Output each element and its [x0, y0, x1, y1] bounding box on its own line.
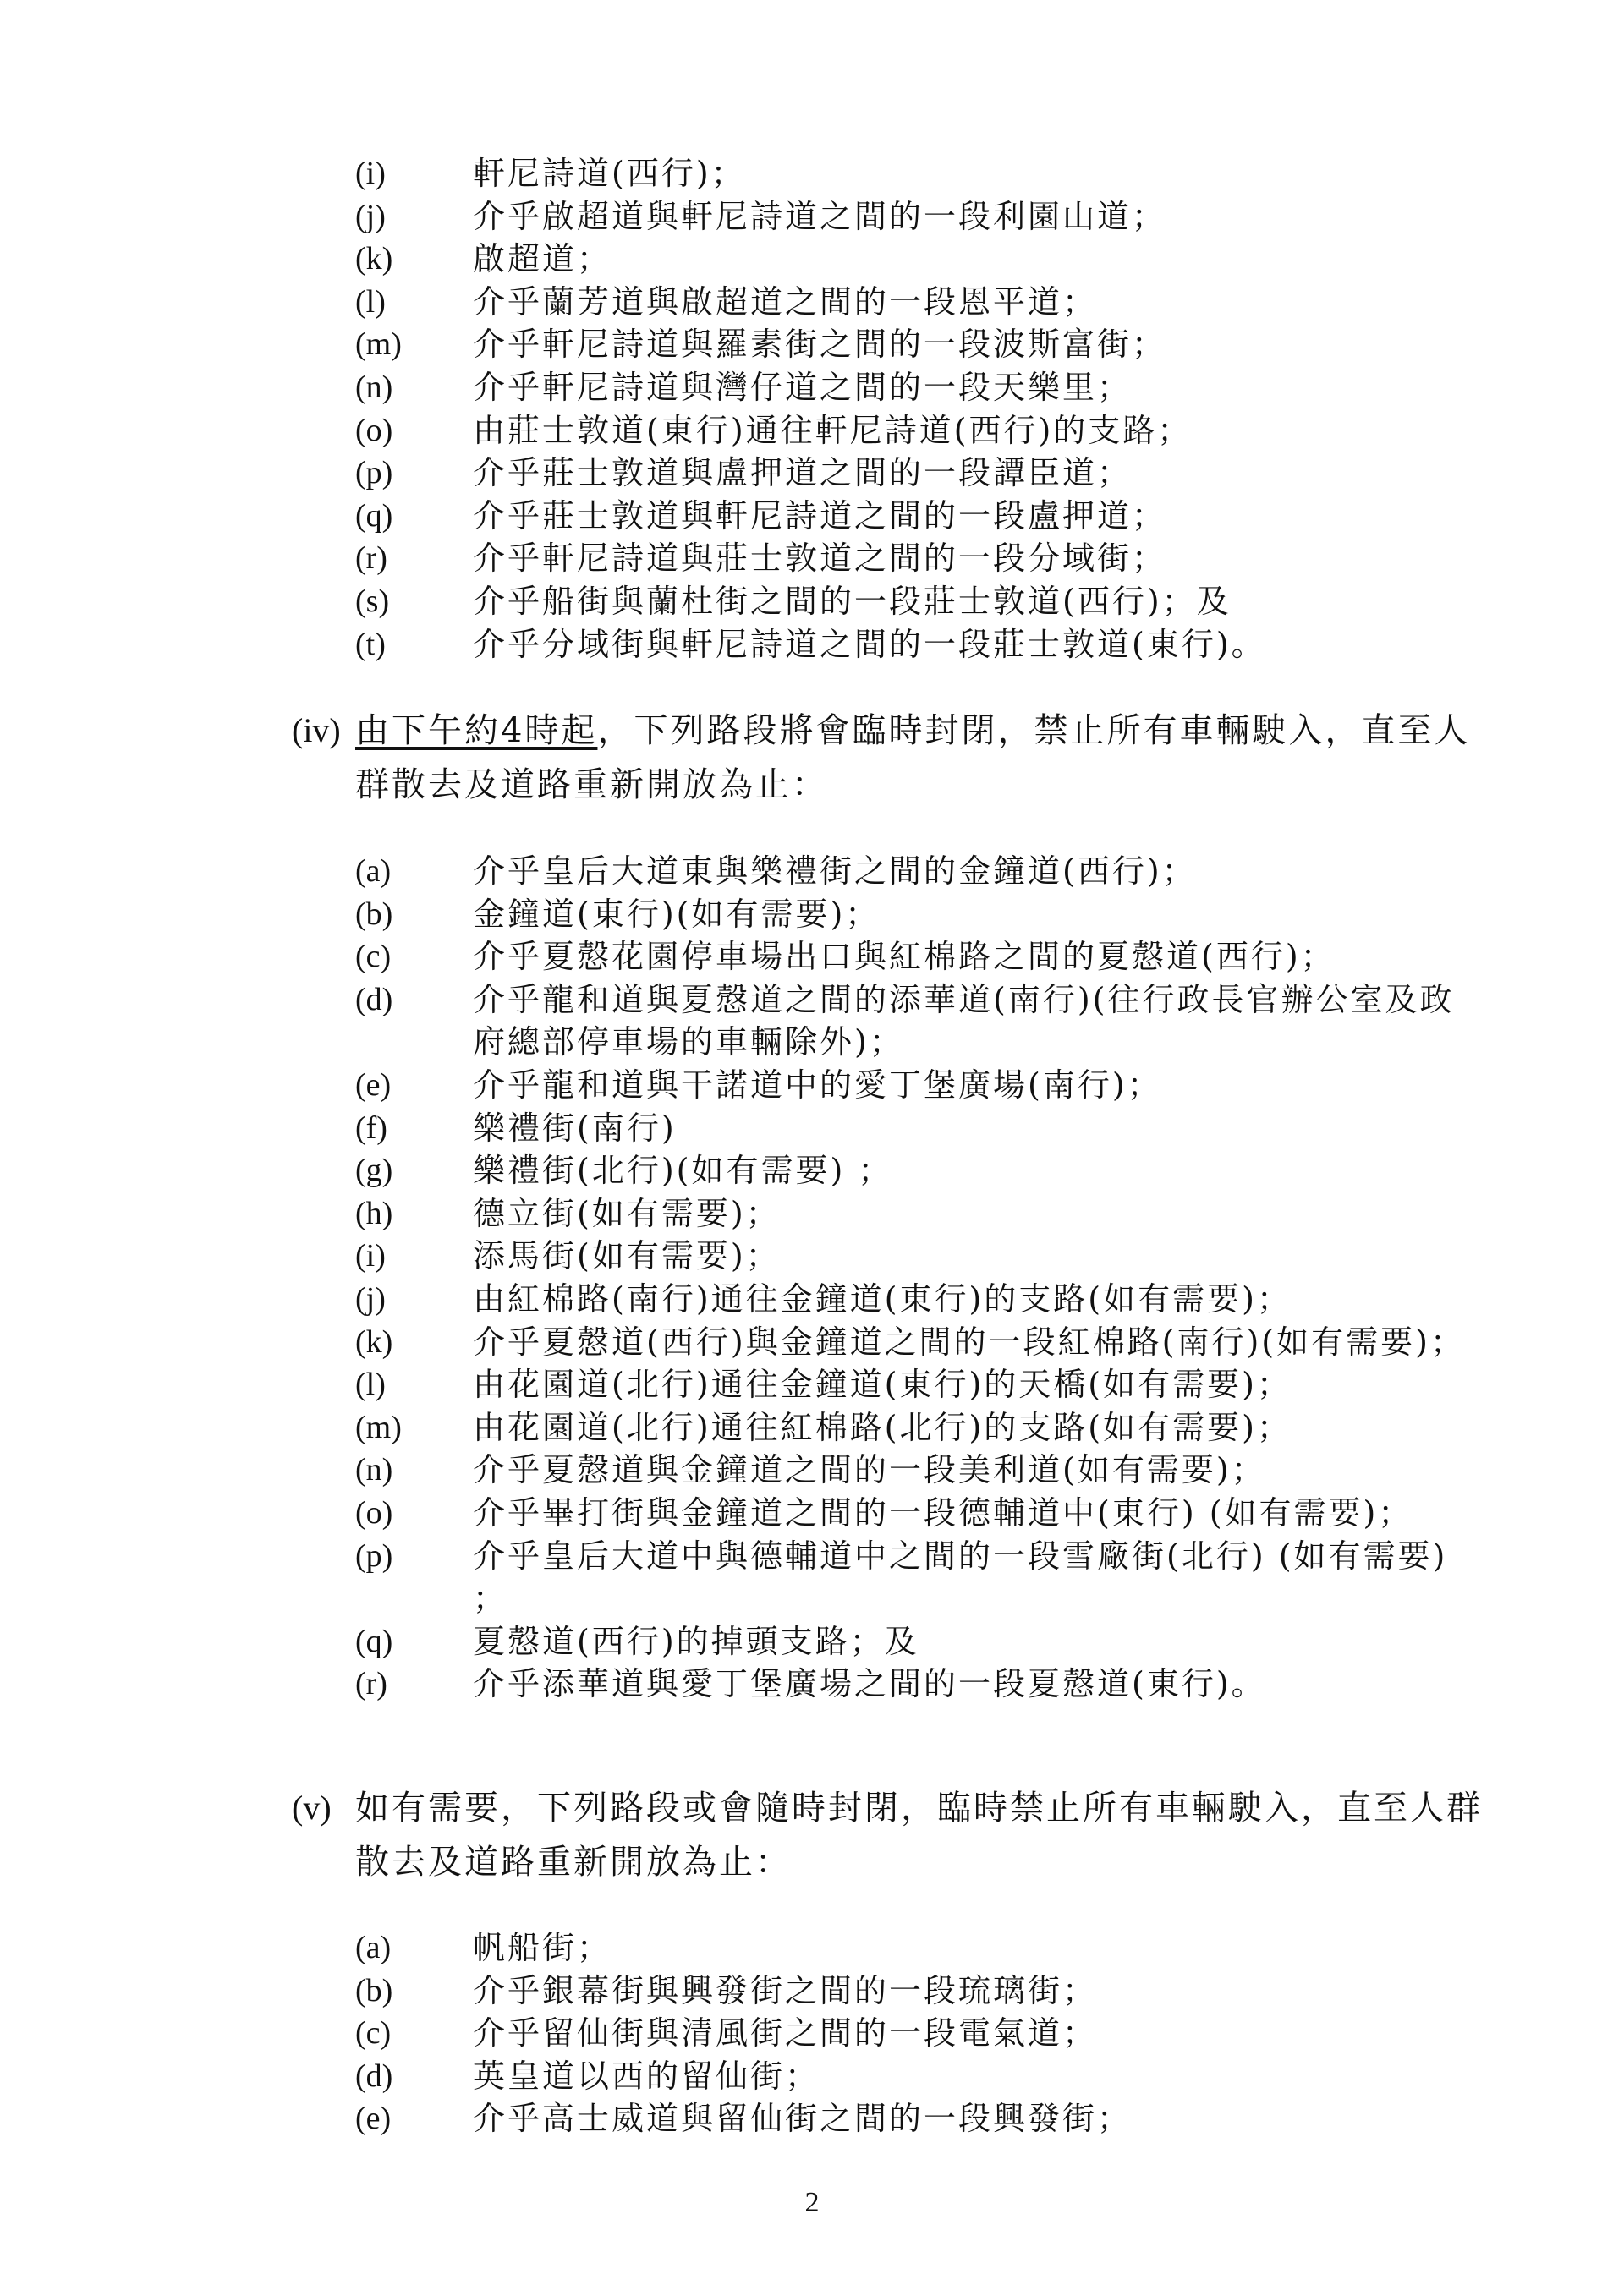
item-label: (e)	[355, 2101, 392, 2137]
item-label: (p)	[355, 455, 393, 491]
item-text: 介乎皇后大道中與德輔道中之間的一段雪廠街(北行) (如有需要) ；	[473, 1537, 1448, 1618]
list-item	[355, 452, 1489, 495]
list-item	[355, 195, 1489, 238]
list-item	[355, 623, 1489, 666]
list-item	[355, 537, 1489, 580]
section-iv-heading	[292, 704, 1493, 812]
list-item	[355, 850, 1489, 893]
list-item	[355, 978, 1489, 1064]
item-text: 介乎高士威道與留仙街之間的一段興發街；	[473, 2100, 1133, 2138]
item-label: (s)	[355, 583, 390, 619]
list-item	[355, 1492, 1489, 1535]
list-item	[355, 2097, 1489, 2140]
item-text: 介乎添華道與愛丁堡廣場之間的一段夏慤道(東行)。	[473, 1665, 1266, 1703]
list-item	[355, 1149, 1489, 1192]
list-item	[355, 1926, 1489, 1970]
page-number: 2	[804, 2187, 820, 2218]
item-text: 軒尼詩道(西行)；	[473, 155, 746, 192]
item-text: 樂禮街(南行)	[473, 1109, 677, 1147]
item-label: (j)	[355, 1280, 386, 1317]
item-text: 介乎留仙街與清風街之間的一段電氣道；	[473, 2014, 1098, 2052]
section-text: 如有需要，下列路段或會隨時封閉，臨時禁止所有車輛駛入，直至人群散去及道路重新開放為止：	[355, 1789, 1483, 1882]
underlined-time: 由下午約4時起	[355, 711, 598, 750]
item-label: (g)	[355, 1153, 393, 1189]
item-label: (q)	[355, 1623, 393, 1659]
item-text: 介乎龍和道與干諾道中的愛丁堡廣場(南行)；	[473, 1066, 1162, 1104]
item-label: (d)	[355, 981, 393, 1017]
list-item	[355, 281, 1489, 324]
list-item	[355, 1970, 1489, 2013]
list-item	[355, 1235, 1489, 1278]
list-item	[355, 323, 1489, 366]
item-label: (h)	[355, 1195, 393, 1231]
list-item	[355, 1107, 1489, 1150]
item-text: 介乎夏慤花園停車場出口與紅棉路之間的夏慤道(西行)；	[473, 938, 1336, 976]
item-label: (r)	[355, 540, 387, 577]
item-label: (n)	[355, 1452, 393, 1488]
item-label: (e)	[355, 1066, 392, 1103]
list-item	[355, 1449, 1489, 1492]
item-label: (a)	[355, 853, 392, 889]
item-text: 介乎軒尼詩道與灣仔道之間的一段天樂里；	[473, 368, 1133, 406]
section-v-list	[355, 1926, 1489, 2140]
item-label: (b)	[355, 1972, 393, 2008]
item-text: 由花園道(北行)通往紅棉路(北行)的支路(如有需要)；	[473, 1408, 1292, 1446]
item-label: (m)	[355, 1409, 402, 1445]
item-text: 德立街(如有需要)；	[473, 1194, 781, 1232]
item-label: (q)	[355, 497, 393, 534]
item-text: 介乎分域街與軒尼詩道之間的一段莊士敦道(東行)。	[473, 625, 1266, 663]
list-item	[355, 580, 1489, 623]
section-iv-list	[355, 850, 1489, 1706]
item-label: (o)	[355, 412, 393, 448]
list-item	[355, 1363, 1489, 1406]
list-item	[355, 2055, 1489, 2098]
list-item	[355, 1535, 1489, 1620]
item-text: 介乎龍和道與夏慤道之間的添華道(南行)(往行政長官辦公室及政府總部停車場的車輛除外)；	[473, 980, 1455, 1061]
item-label: (r)	[355, 1666, 387, 1702]
list-item	[355, 1663, 1489, 1706]
section-text-rest: ，下列路段將會臨時封閉，禁止所有車輛駛入，直至人群散去及道路重新開放為止：	[355, 711, 1471, 804]
item-text: 介乎莊士敦道與盧押道之間的一段譚臣道；	[473, 454, 1133, 492]
section-label: (iv)	[292, 711, 341, 749]
item-text: 介乎畢打街與金鐘道之間的一段德輔道中(東行) (如有需要)；	[473, 1493, 1413, 1532]
item-text: 介乎船街與蘭杜街之間的一段莊士敦道(西行)；及	[473, 582, 1232, 620]
list-item	[355, 1192, 1489, 1236]
item-text: 介乎蘭芳道與啟超道之間的一段恩平道；	[473, 282, 1098, 321]
item-text: 添馬街(如有需要)；	[473, 1237, 781, 1275]
item-label: (k)	[355, 1323, 393, 1360]
section-text	[355, 704, 1493, 812]
item-text: 樂禮街(北行)(如有需要) ；	[473, 1152, 893, 1190]
list-item	[355, 1620, 1489, 1663]
item-text: 英皇道以西的留仙街；	[473, 2057, 820, 2095]
item-label: (l)	[355, 283, 386, 320]
item-label: (k)	[355, 241, 393, 277]
item-text: 介乎皇后大道東與樂禮街之間的金鐘道(西行)；	[473, 852, 1197, 890]
item-label: (f)	[355, 1110, 387, 1146]
list-item	[355, 409, 1489, 452]
list-item	[355, 1278, 1489, 1321]
item-text: 由花園道(北行)通往金鐘道(東行)的天橋(如有需要)；	[473, 1366, 1292, 1404]
item-text: 介乎夏慤道(西行)與金鐘道之間的一段紅棉路(南行)(如有需要)；	[473, 1323, 1465, 1361]
item-label: (l)	[355, 1367, 386, 1403]
section-label: (v)	[292, 1789, 332, 1827]
item-text: 帆船街；	[473, 1929, 612, 1966]
list-item	[355, 1064, 1489, 1107]
list-item	[355, 935, 1489, 978]
section-iii-list	[355, 152, 1489, 666]
item-label: (i)	[355, 1238, 386, 1274]
item-label: (o)	[355, 1494, 393, 1531]
item-label: (t)	[355, 626, 386, 662]
item-text: 介乎軒尼詩道與羅素街之間的一段波斯富街；	[473, 326, 1167, 364]
item-label: (a)	[355, 1930, 392, 1965]
item-text: 由紅棉路(南行)通往金鐘道(東行)的支路(如有需要)；	[473, 1280, 1292, 1318]
item-text: 介乎啟超道與軒尼詩道之間的一段利園山道；	[473, 197, 1167, 235]
list-item	[355, 152, 1489, 195]
list-item	[355, 2012, 1489, 2055]
item-label: (p)	[355, 1537, 393, 1574]
item-text: 夏慤道(西行)的掉頭支路；及	[473, 1622, 919, 1660]
item-text: 介乎銀幕街與興發街之間的一段琉璃街；	[473, 1971, 1098, 2009]
list-item	[355, 1321, 1489, 1364]
item-text: 介乎軒尼詩道與莊士敦道之間的一段分域街；	[473, 540, 1167, 578]
item-text: 介乎莊士敦道與軒尼詩道之間的一段盧押道；	[473, 496, 1167, 534]
item-label: (c)	[355, 2015, 392, 2052]
section-v-heading	[292, 1781, 1493, 1889]
item-label: (i)	[355, 156, 386, 191]
item-label: (j)	[355, 198, 386, 234]
item-text: 由莊士敦道(東行)通往軒尼詩道(西行)的支路；	[473, 411, 1193, 449]
list-item	[355, 495, 1489, 538]
item-label: (n)	[355, 369, 393, 405]
item-label: (b)	[355, 896, 393, 932]
item-text: 啟超道；	[473, 240, 612, 278]
item-label: (m)	[355, 326, 402, 363]
list-item	[355, 366, 1489, 409]
list-item	[355, 1406, 1489, 1449]
list-item	[355, 238, 1489, 281]
item-label: (d)	[355, 2058, 393, 2094]
item-text: 介乎夏慤道與金鐘道之間的一段美利道(如有需要)；	[473, 1451, 1266, 1489]
item-text: 金鐘道(東行)(如有需要)；	[473, 895, 881, 933]
item-label: (c)	[355, 939, 392, 975]
list-item	[355, 893, 1489, 936]
